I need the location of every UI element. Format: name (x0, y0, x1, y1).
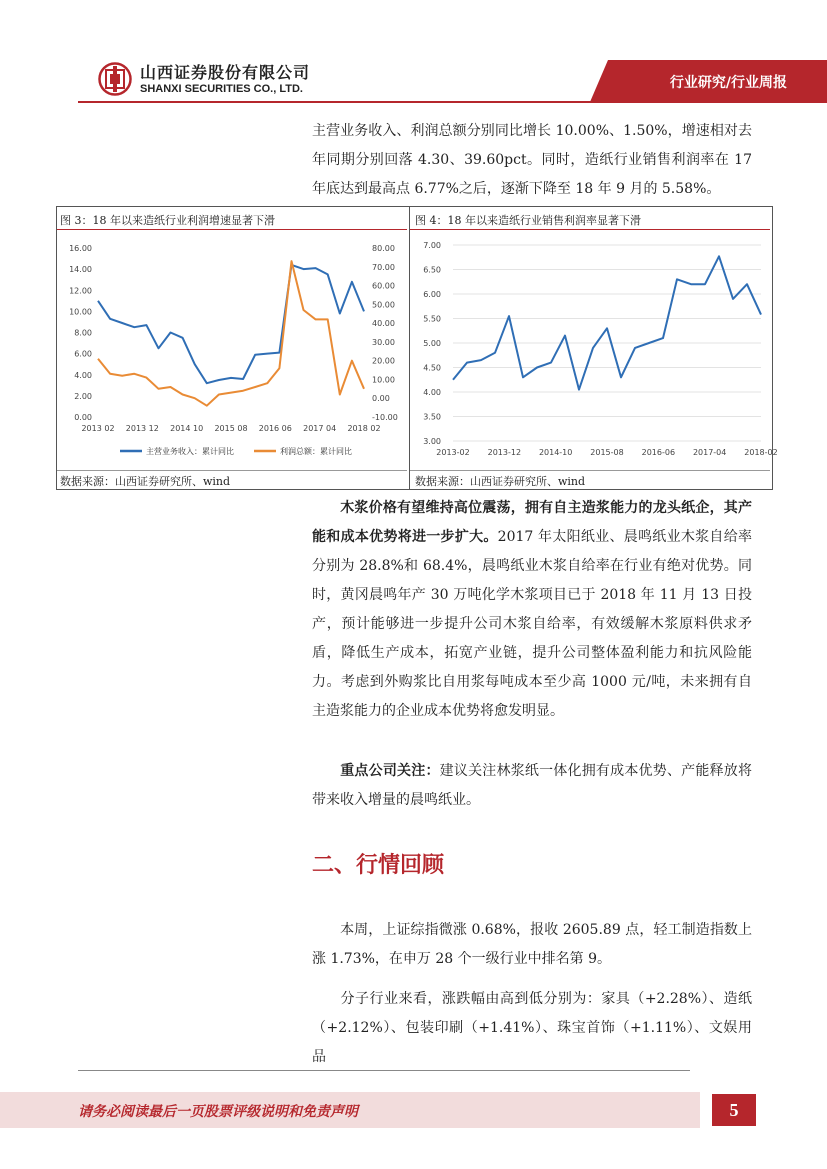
market-paragraph-2-text: 分子行业来看，涨跌幅由高到低分别为：家具（+2.28%）、造纸（+2.12%）、包装印刷（+1.41%）、珠宝首饰（+1.11%）、文娱用品 (312, 991, 752, 1065)
pulp-paragraph (312, 494, 752, 726)
x-tick-label: 2014-10 (538, 448, 573, 457)
y-tick-left: 2.00 (74, 391, 92, 401)
footer-divider (78, 1070, 690, 1071)
x-tick-label: 2013 12 (125, 424, 159, 433)
y-tick-right: 40.00 (372, 319, 395, 329)
figure-3-title-rule (57, 229, 407, 230)
shanxi-securities-logo-icon (98, 62, 132, 96)
y-tick-label: 3.00 (423, 437, 441, 446)
y-tick-right: 10.00 (372, 375, 395, 385)
y-tick-left: 0.00 (74, 413, 92, 422)
focus-paragraph (312, 757, 752, 815)
figure-4-source-rule (410, 470, 770, 471)
y-tick-right: 60.00 (372, 281, 395, 291)
y-tick-label: 4.50 (423, 363, 441, 373)
market-paragraph-2 (312, 985, 752, 1072)
x-tick-label: 2018 02 (347, 424, 381, 433)
section-title: 二、行情回顾 (312, 853, 445, 878)
figure-3-source-rule (57, 470, 407, 471)
y-tick-label: 7.00 (423, 241, 441, 250)
y-tick-right: 50.00 (372, 300, 395, 310)
figure-3-chart (58, 233, 406, 469)
series-line-1 (98, 265, 364, 383)
market-paragraph-1-text: 本周，上证综指微涨 0.68%，报收 2605.89 点，轻工制造指数上涨 1.73%，在申万 28 个一级行业中排名第 9。 (312, 922, 752, 967)
series-line-2 (98, 261, 364, 406)
y-tick-left: 14.00 (69, 265, 92, 275)
y-tick-left: 6.00 (74, 349, 92, 359)
y-tick-label: 5.50 (423, 314, 441, 324)
x-tick-label: 2013-12 (487, 448, 522, 457)
x-tick-label: 2018-02 (744, 448, 778, 457)
series-line-profit-margin (453, 256, 761, 389)
x-tick-label: 2014 10 (170, 424, 204, 433)
company-name-cn: 山西证券股份有限公司 (140, 63, 311, 82)
figure-4-chart (411, 233, 778, 469)
x-tick-label: 2013 02 (81, 424, 115, 433)
y-tick-label: 3.50 (423, 412, 441, 422)
y-tick-left: 12.00 (69, 286, 92, 296)
x-tick-label: 2017 04 (303, 424, 337, 433)
y-tick-label: 4.00 (423, 388, 441, 397)
x-tick-label: 2013-02 (436, 448, 470, 457)
figure-3-source: 数据来源：山西证券研究所、wind (60, 475, 231, 488)
y-tick-right: -10.00 (372, 413, 398, 422)
y-tick-left: 8.00 (74, 328, 92, 338)
pulp-paragraph-body: 2017 年太阳纸业、晨鸣纸业木浆自给率分别为 28.8%和 68.4%，晨鸣纸业木浆自给率在行业有绝对优势。同时，黄冈晨鸣年产 30 万吨化学木浆项目已于 2018 年 11 月 13 日投产，预计能够进一步提升公司木浆自给率，有效缓解木浆原料供求矛盾，降低生产成本，拓宽产业链，提升公司整体盈利能力和抗风险能力。考虑到外购浆比自用浆每吨成本至少高 1000 元/吨，未来拥有自主造浆能力的企业成本优势将愈发明显。 (312, 529, 752, 719)
figure-4-source: 数据来源：山西证券研究所、wind (415, 475, 586, 488)
focus-paragraph-lead: 重点公司关注： (340, 763, 440, 779)
y-tick-left: 10.00 (69, 307, 92, 317)
page-number: 5 (712, 1094, 756, 1126)
y-tick-right: 70.00 (372, 262, 395, 272)
x-tick-label: 2017-04 (692, 448, 727, 457)
y-tick-label: 5.00 (423, 339, 441, 348)
header-divider (78, 101, 827, 103)
y-tick-label: 6.00 (423, 290, 441, 299)
footer-disclaimer: 请务必阅读最后一页股票评级说明和免责声明 (78, 1104, 358, 1120)
x-tick-label: 2015 08 (214, 424, 248, 433)
x-tick-label: 2016 06 (258, 424, 292, 433)
y-tick-right: 80.00 (372, 244, 395, 253)
market-paragraph-1 (312, 916, 752, 974)
y-tick-left: 16.00 (69, 244, 92, 253)
focus-paragraph-body: 建议关注林浆纸一体化拥有成本优势、产能释放将带来收入增量的晨鸣纸业。 (312, 763, 752, 808)
figure-4-title-rule (410, 229, 770, 230)
intro-paragraph: 主营业务收入、利润总额分别同比增长 10.00%、1.50%，增速相对去年同期分别回落 4.30、39.60pct。同时，造纸行业销售利润率在 17 年底达到最高点 6.77%之后，逐渐下降至 18 年 9 月的 5.58%。 (312, 123, 752, 197)
report-category: 行业研究/行业周报 (669, 75, 787, 91)
figure-4-title: 图 4：18 年以来造纸行业销售利润率显著下滑 (415, 214, 641, 227)
x-tick-label: 2015-08 (590, 448, 624, 457)
legend-label-1: 主营业务收入：累计同比 (146, 447, 234, 456)
y-tick-right: 20.00 (372, 356, 395, 366)
legend-label-2: 利润总额：累计同比 (280, 447, 352, 456)
company-name-en: SHANXI SECURITIES CO., LTD. (140, 83, 303, 95)
x-tick-label: 2016-06 (641, 448, 676, 457)
y-tick-label: 6.50 (423, 265, 441, 275)
y-tick-left: 4.00 (74, 370, 92, 380)
figure-3-title: 图 3：18 年以来造纸行业利润增速显著下滑 (60, 214, 275, 227)
y-tick-right: 30.00 (372, 337, 395, 347)
pulp-paragraph-lead: 木浆价格有望维持高位震荡，拥有自主造浆能力的龙头纸企，其产能和成本优势将进一步扩大。 (312, 500, 752, 545)
y-tick-right: 0.00 (372, 394, 390, 404)
